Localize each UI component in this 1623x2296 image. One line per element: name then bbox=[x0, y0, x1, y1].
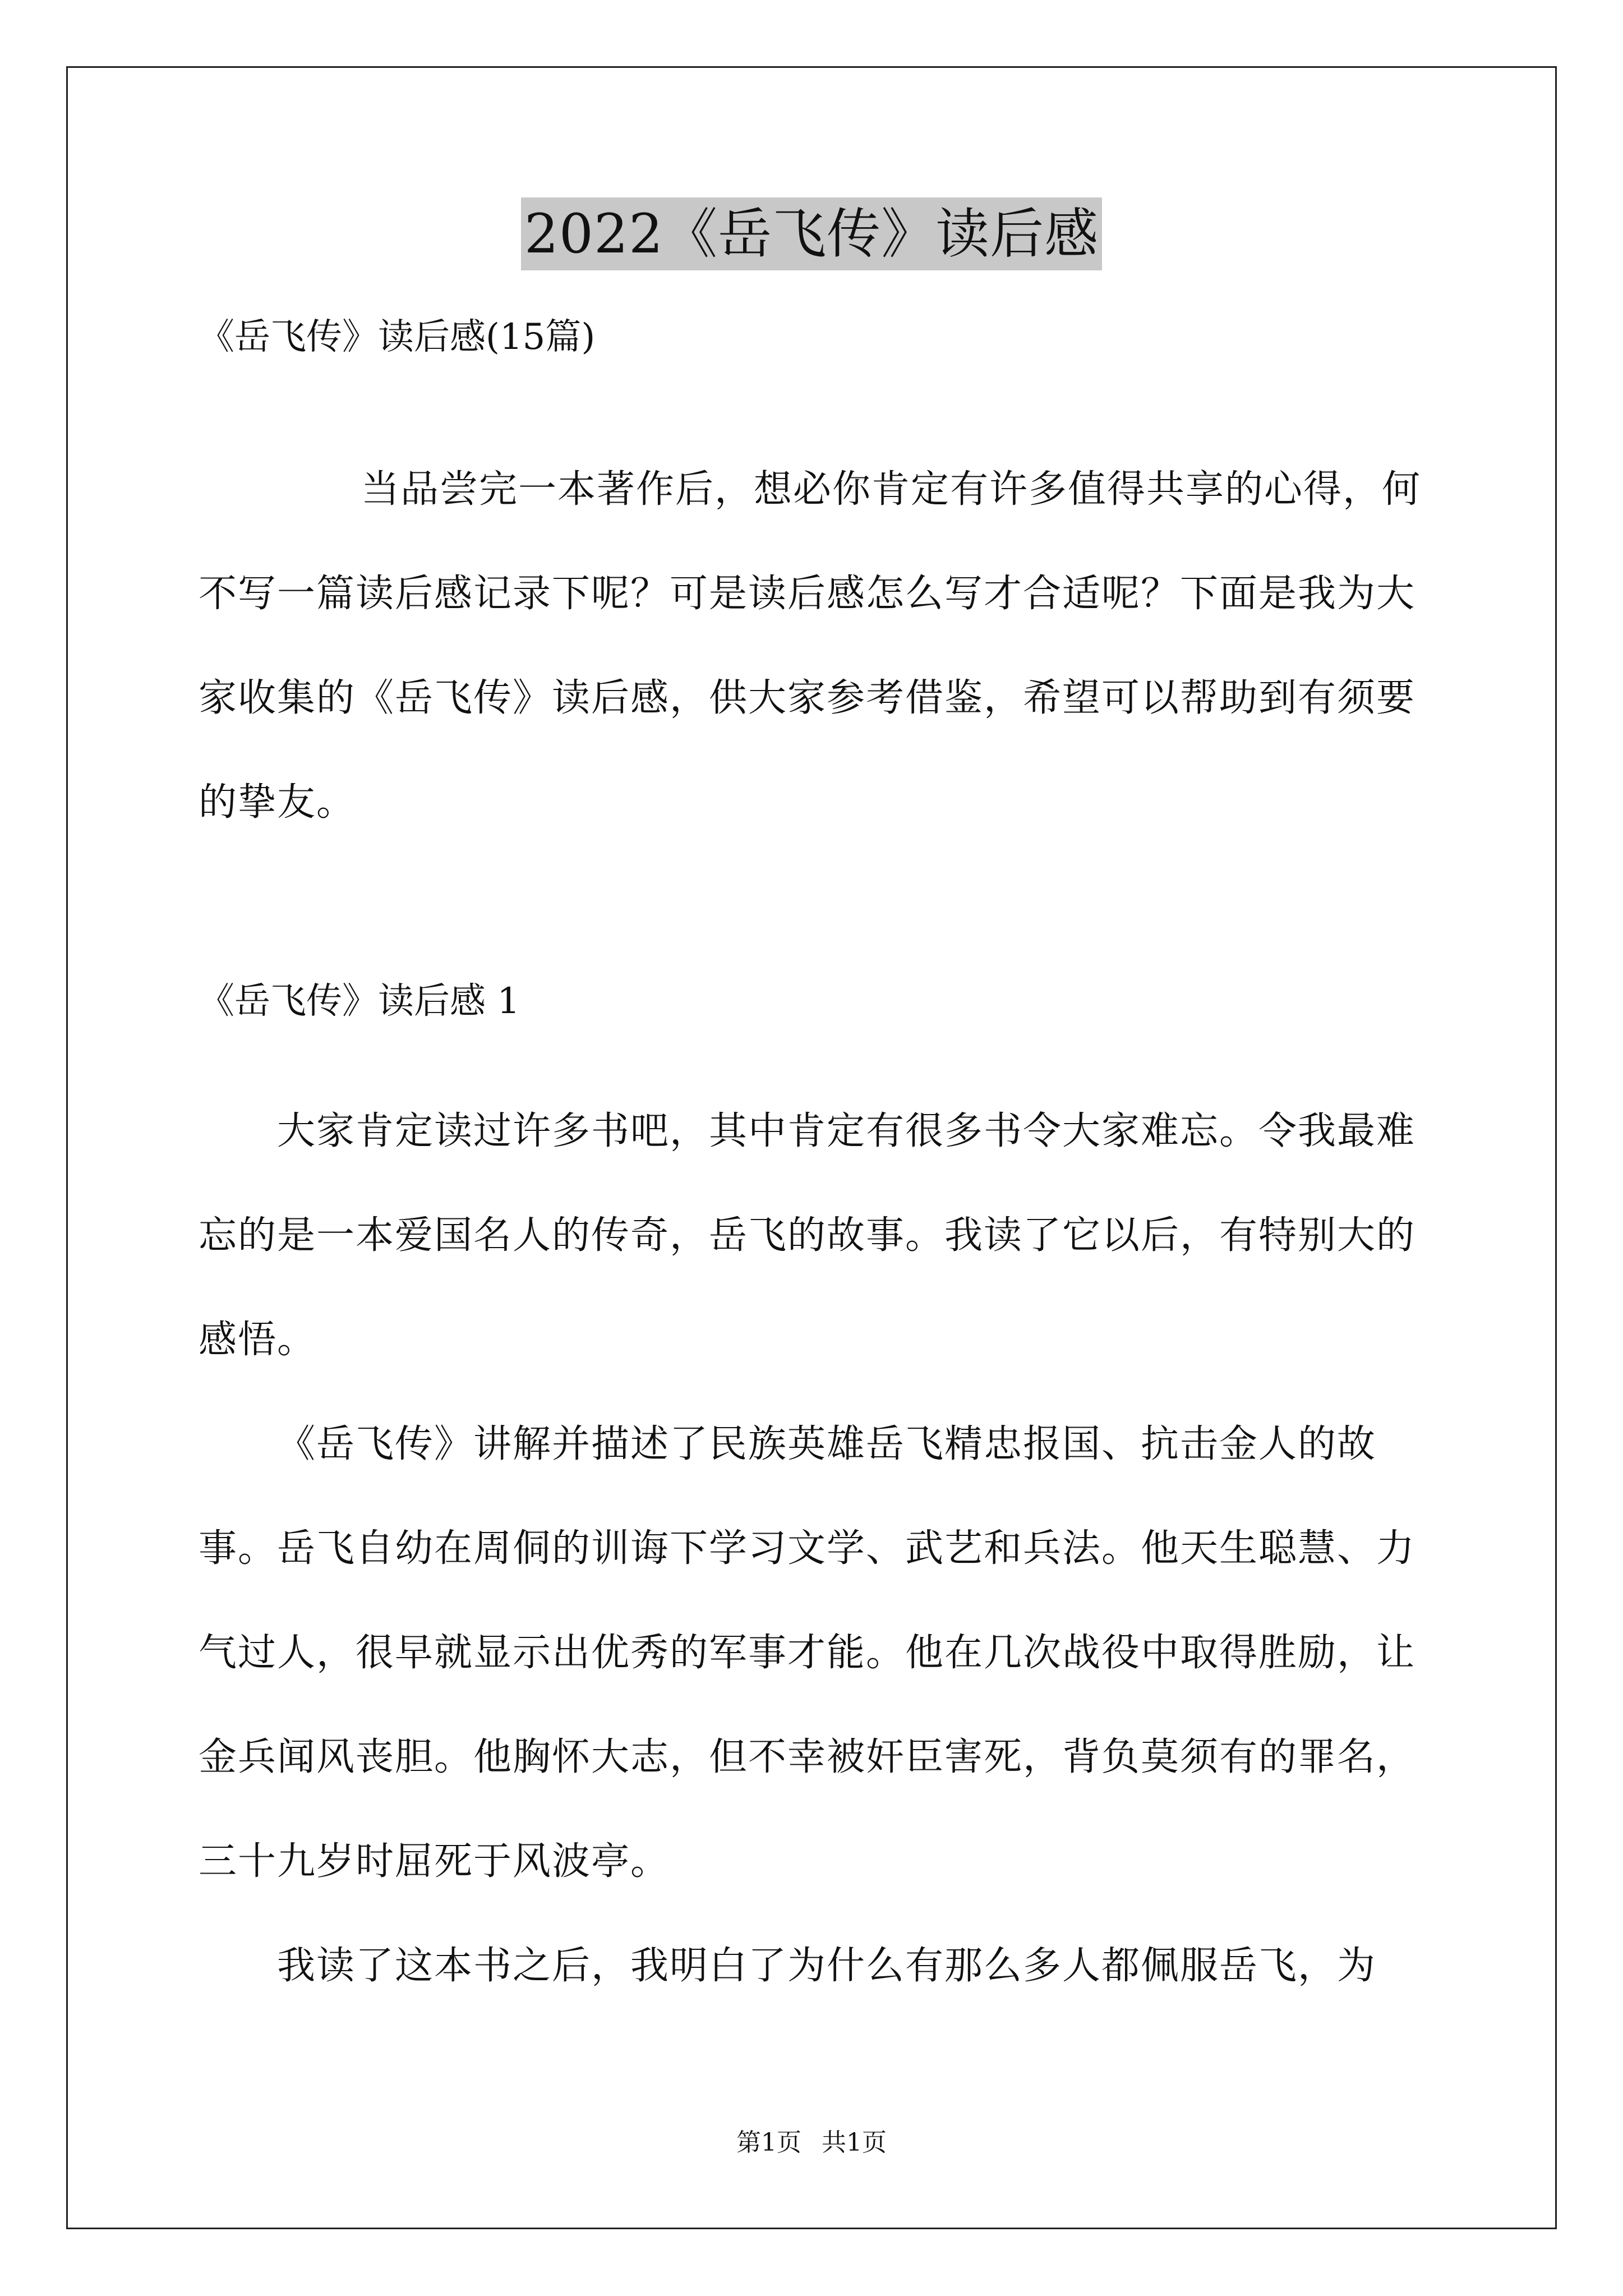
document-title: 2022《岳飞传》读后感 bbox=[521, 197, 1102, 270]
body-paragraph-1: 大家肯定读过许多书吧，其中肯定有很多书令大家难忘。令我最难忘的是一本爱国名人的传奇，岳飞的故事。我读了它以后，有特别大的感悟。 bbox=[199, 1109, 1416, 1362]
intro-paragraph: 当品尝完一本著作后，想必你肯定有许多值得共享的心得，何不写一篇读后感记录下呢？可是读后感怎么写才合适呢？下面是我为大家收集的《岳飞传》读后感，供大家参考借鉴，希望可以帮助到有须要的挚友。 bbox=[199, 467, 1422, 825]
document-subtitle: 《岳飞传》读后感(15篇) bbox=[199, 316, 596, 358]
page-number: 第1页 bbox=[736, 2128, 801, 2157]
body-paragraph-3: 我读了这本书之后，我明白了为什么有那么多人都佩服岳飞，为 bbox=[277, 1944, 1377, 1988]
title-container bbox=[0, 197, 1623, 270]
page-footer bbox=[0, 2126, 1623, 2160]
page-total: 共1页 bbox=[822, 2128, 887, 2157]
body-paragraph-2: 《岳飞传》讲解并描述了民族英雄岳飞精忠报国、抗击金人的故事。岳飞自幼在周侗的训诲下学习文学、武艺和兵法。他天生聪慧、力气过人，很早就显示出优秀的军事才能。他在几次战役中取得胜励，让金兵闻风丧胆。他胸怀大志，但不幸被奸臣害死，背负莫须有的罪名，三十九岁时屈死于风波亭。 bbox=[199, 1422, 1416, 1884]
section-heading: 《岳飞传》读后感 1 bbox=[199, 981, 520, 1022]
